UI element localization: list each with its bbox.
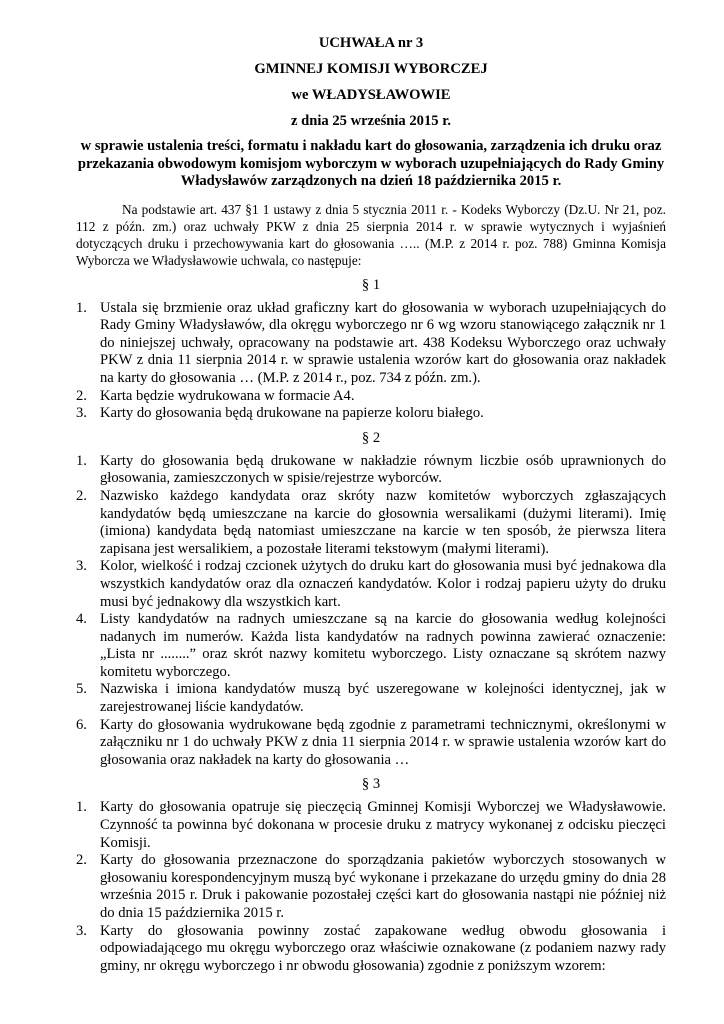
- item-text: Kolor, wielkość i rodzaj czcionek użytych do druku kart do głosowania musi być jednakowa dla wszystkich kandydatów oraz dla oznaczeń kandydatów. Kolor i rodzaj papieru użyty do druku musi być jednakowy dla wszystkich kart.: [100, 558, 666, 610]
- list-item: [76, 717, 666, 770]
- item-number: 1.: [76, 299, 87, 316]
- section-2: [76, 427, 666, 770]
- list-item: [76, 405, 666, 423]
- section-mark: § 3: [361, 776, 381, 793]
- resolution-date: z dnia 25 września 2015 r.: [291, 113, 451, 129]
- list-item: [76, 852, 666, 922]
- resolution-subject: w sprawie ustalenia treści, formatu i nakładu kart do głosowania, zarządzenia ich druku oraz przekazania obwodowym komisjom wyborczym w wyborach uzupełniających do Rady Gminy Władysławów zarządzonych na dzień 18 października 2015 r.: [77, 138, 665, 190]
- item-text: Karty do głosowania powinny zostać zapakowane według obwodu głosowania i odpowiadającego mu okręgu wyborczego oraz właściwie oznakowane (z podaniem nazwy rady gminy, nr okręgu wyborczego i nr obwodu głosowania) zgodnie z poniższym wzorem:: [100, 922, 666, 974]
- item-text: Listy kandydatów na radnych umieszczane są na karcie do głosowania według kolejności nadanych im numerów. Każda lista kandydatów na radnych powinna zawierać oznaczenie: „Lista nr ........” oraz skrót nazwy komitetu wyborczego. Listy oznaczane są skrótem nazwy komitetu wyborczego.: [100, 611, 666, 680]
- section-mark: § 2: [361, 429, 381, 446]
- item-number: 2.: [76, 852, 87, 869]
- item-number: 3.: [76, 405, 87, 422]
- commission-location: we WŁADYSŁAWOWIE: [291, 87, 451, 103]
- list-item: [76, 388, 666, 406]
- item-text: Nazwisko każdego kandydata oraz skróty nazw komitetów wyborczych zgłaszających kandydatów będą umieszczane na karcie do głosownia wersalikami (dużymi literami). Imię (imiona) kandydata będą natomiast umieszczane na karcie w ten sposób, że pierwsza litera zapisana jest wersalikiem, a pozostałe literami tekstowym (małymi literami).: [100, 487, 666, 557]
- item-number: 3.: [76, 558, 87, 575]
- section-items: [76, 300, 666, 423]
- section-3: [76, 773, 666, 975]
- item-text: Karty do głosowania opatruje się pieczęcią Gminnej Komisji Wyborczej we Władysławowie. Czynność ta powinna być dokonana w procesie druku z matrycy wykonanej z odcisku pieczęci Komisji.: [100, 799, 666, 851]
- list-item: [76, 611, 666, 681]
- item-number: 1.: [76, 799, 87, 816]
- list-item: [76, 488, 666, 558]
- list-item: [76, 453, 666, 488]
- item-text: Karty do głosowania wydrukowane będą zgodnie z parametrami technicznymi, określonymi w załączniku nr 1 do uchwały PKW z dnia 11 sierpnia 2014 r. w sprawie ustalenia wzorów kart do głosowania oraz nakładek na karty do głosowania …: [100, 716, 666, 768]
- item-text: Karty do głosowania przeznaczone do sporządzania pakietów wyborczych stosowanych w głosowaniu korespondencyjnym muszą być wykonane i przekazane do urzędu gminy do dnia 28 września 2015 r. Druk i pakowanie pozostałej części kart do głosowania nastąpi nie później niż do dnia 15 października 2015 r.: [100, 852, 666, 921]
- list-item: [76, 681, 666, 716]
- section-mark: § 1: [361, 276, 381, 293]
- commission-name: GMINNEJ KOMISJI WYBORCZEJ: [254, 61, 488, 77]
- list-item: [76, 300, 666, 388]
- list-item: [76, 558, 666, 611]
- list-item: [76, 799, 666, 852]
- item-text: Karty do głosowania będą drukowane na papierze koloru białego.: [100, 405, 484, 422]
- document-page: [76, 28, 666, 975]
- section-1: [76, 274, 666, 423]
- item-text: Karta będzie wydrukowana w formacie A4.: [100, 387, 355, 404]
- item-number: 2.: [76, 487, 87, 504]
- item-number: 4.: [76, 611, 87, 628]
- item-number: 6.: [76, 716, 87, 733]
- item-number: 5.: [76, 681, 87, 698]
- item-text: Ustala się brzmienie oraz układ graficzny kart do głosowania w wyborach uzupełniających do Rady Gminy Władysławów, dla okręgu wyborczego nr 6 wg wzoru stanowiącego załącznik nr 1 do niniejszej uchwały, opracowany na podstawie art. 438 Kodeksu Wyborczego oraz uchwały PKW z dnia 11 sierpnia 2014 r. w sprawie ustalenia wzorów kart do głosowania oraz nakładek na karty do głosowania … (M.P. z 2014 r., poz. 734 z późn. zm.).: [100, 299, 666, 386]
- section-items: [76, 799, 666, 975]
- item-number: 1.: [76, 452, 87, 469]
- section-items: [76, 453, 666, 770]
- legal-basis-preamble: Na podstawie art. 437 §1 1 ustawy z dnia 5 stycznia 2011 r. - Kodeks Wyborczy (Dz.U. Nr 21, poz. 112 z późn. zm.) oraz uchwały PKW z dnia 25 sierpnia 2014 r. w sprawie wytycznych i wyjaśnień dotyczących druku i przechowywania kart do głosowania ….. (M.P. z 2014 r. poz. 788) Gminna Komisja Wyborcza we Władysławowie uchwala, co następuje:: [76, 201, 666, 269]
- item-text: Nazwiska i imiona kandydatów muszą być uszeregowane w kolejności identycznej, jak w zarejestrowanej liście kandydatów.: [100, 681, 666, 716]
- item-number: 3.: [76, 922, 87, 939]
- resolution-number: UCHWAŁA nr 3: [318, 35, 424, 51]
- item-text: Karty do głosowania będą drukowane w nakładzie równym liczbie osób uprawnionych do głosowania, zamieszczonych w spisie/rejestrze wyborców.: [100, 452, 666, 487]
- item-number: 2.: [76, 387, 87, 404]
- list-item: [76, 923, 666, 976]
